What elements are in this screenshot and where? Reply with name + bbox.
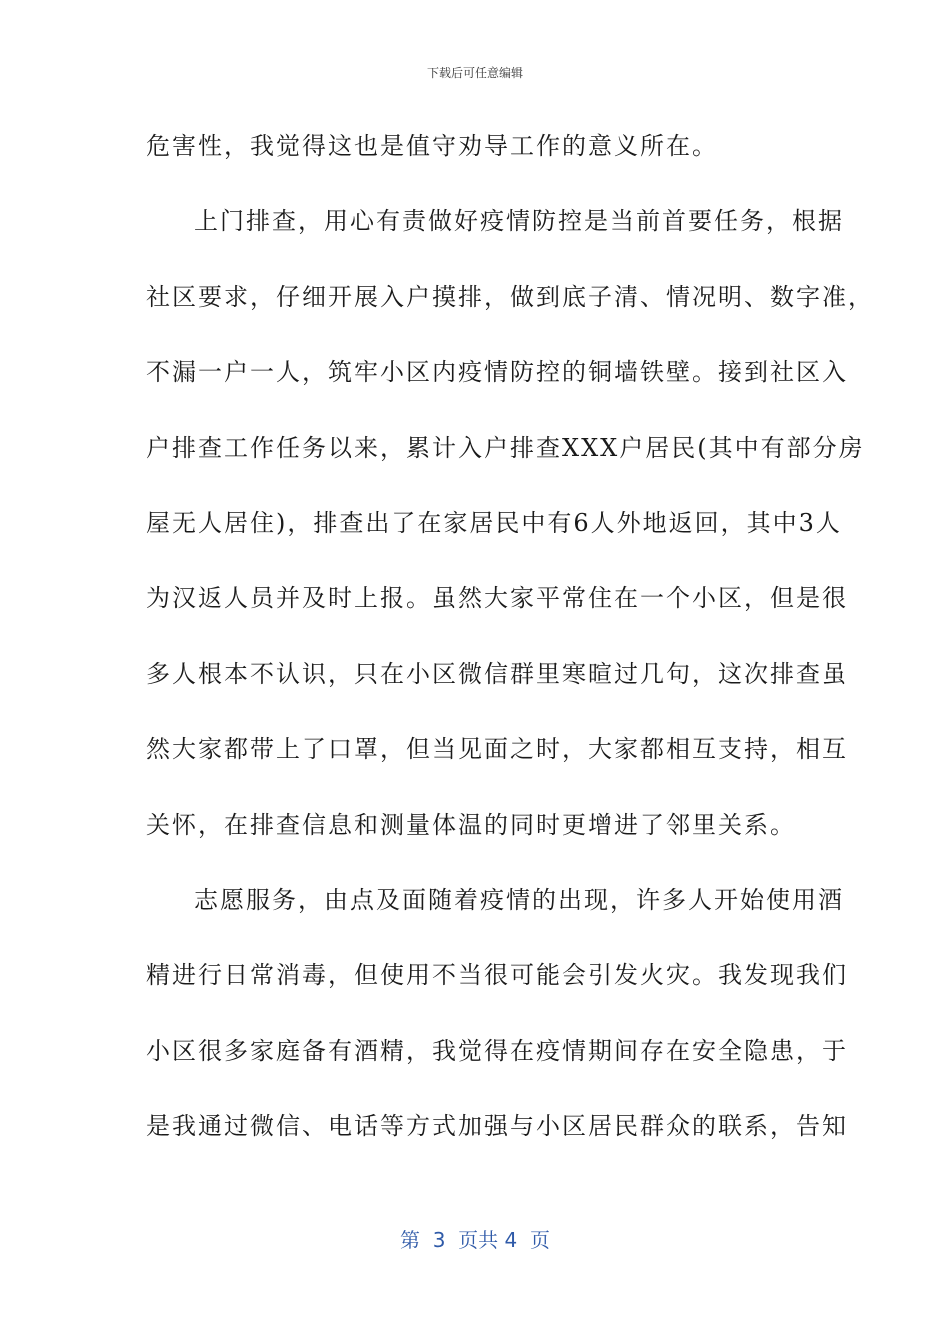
text-line: 关怀，在排查信息和测量体温的同时更增进了邻里关系。	[146, 810, 796, 839]
text-line: 危害性，我觉得这也是值守劝导工作的意义所在。	[146, 132, 718, 160]
text-line: 志愿服务，由点及面随着疫情的出现，许多人开始使用酒	[194, 885, 844, 914]
document-body	[146, 126, 874, 1181]
text-line: 精进行日常消毒，但使用不当很可能会引发火灾。我发现我们	[146, 961, 848, 990]
text-line: 然大家都带上了口罩，但当见面之时，大家都相互支持，相互	[146, 735, 848, 764]
page-number-footer: 第 3 页共 4 页	[400, 1228, 550, 1252]
text-line: 小区很多家庭备有酒精，我觉得在疫情期间存在安全隐患，于	[146, 1036, 848, 1065]
text-line: 户排查工作任务以来，累计入户排查XXX户居民(其中有部分房	[146, 433, 865, 462]
text-line: 社区要求，仔细开展入户摸排，做到底子清、情况明、数字准，	[146, 282, 874, 311]
text-line: 上门排查，用心有责做好疫情防控是当前首要任务，根据	[194, 207, 844, 236]
text-line: 不漏一户一人，筑牢小区内疫情防控的铜墙铁壁。接到社区入	[146, 358, 848, 387]
text-line: 为汉返人员并及时上报。虽然大家平常住在一个小区，但是很	[146, 584, 848, 613]
text-line: 是我通过微信、电话等方式加强与小区居民群众的联系，告知	[146, 1112, 848, 1141]
text-line: 多人根本不认识，只在小区微信群里寒暄过几句，这次排查虽	[146, 659, 848, 688]
page-header: 下载后可任意编辑	[426, 66, 523, 80]
text-line: 屋无人居住)，排查出了在家居民中有6人外地返回，其中3人	[146, 508, 842, 537]
